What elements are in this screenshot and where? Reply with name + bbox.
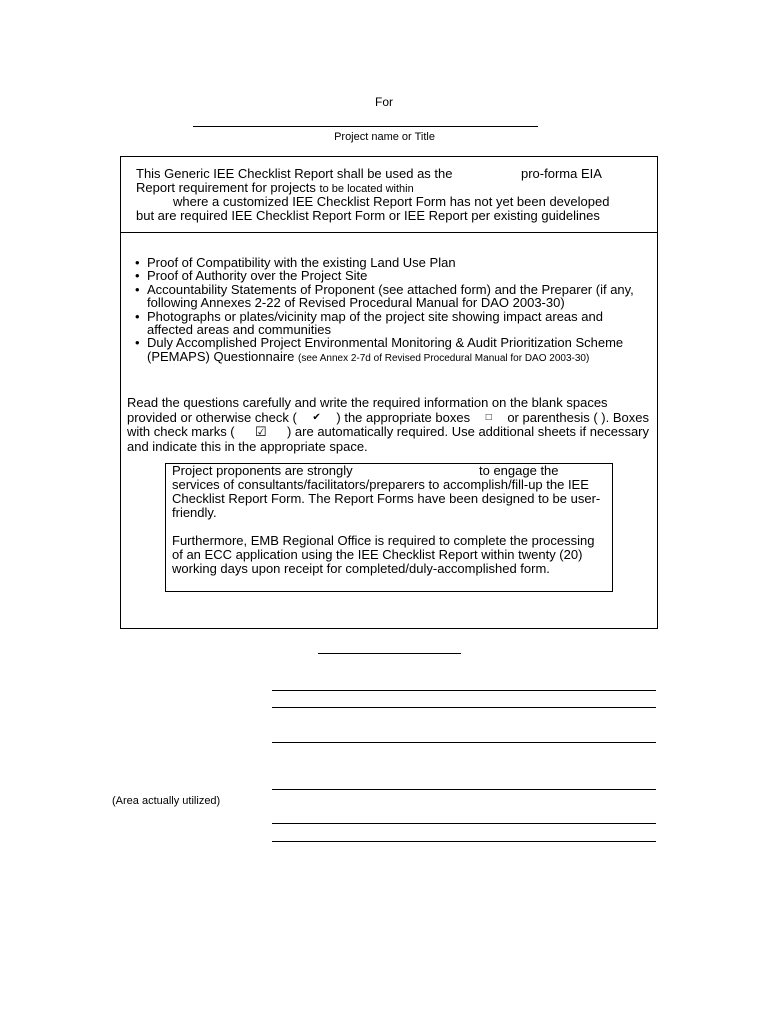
- notice-text: [172, 464, 604, 576]
- notice-p1-a: Project proponents are strongly: [172, 463, 353, 478]
- instructions-line2: provided or otherwise check ( ✔ ) the appropriate boxes □ or parenthesis ( ). Boxes: [127, 409, 649, 425]
- form-blank-line[interactable]: [272, 690, 656, 691]
- instructions-line4: and indicate this in the appropriate space.: [127, 438, 368, 454]
- notice-p2: Furthermore, EMB Regional Office is required to complete the processing of an ECC application using the IEE Checklist Report within twenty (20) working days upon receipt for completed/duly-accomplished form.: [172, 533, 595, 576]
- checkbox-icon: □: [485, 411, 492, 423]
- requirement-item: • Proof of Compatibility with the existing Land Use Plan: [135, 256, 640, 269]
- frame-divider: [120, 232, 658, 233]
- instructions-line1: Read the questions carefully and write the required information on the blank spaces: [127, 395, 608, 410]
- intro-paragraph: [136, 167, 648, 223]
- intro-line3: where a customized IEE Checklist Report Form has not yet been developed: [173, 194, 610, 209]
- short-blank-line[interactable]: [318, 653, 461, 654]
- intro-line1-a: This Generic IEE Checklist Report shall be used as the: [136, 166, 453, 181]
- form-blank-line[interactable]: [272, 789, 656, 790]
- notice-p1-b: to engage the: [479, 463, 559, 478]
- requirement-item: • Photographs or plates/vicinity map of the project site showing impact areas and affected areas and communities: [135, 310, 640, 337]
- requirement-item: • Duly Accomplished Project Environmental Monitoring & Audit Prioritization Scheme (PEMAPS) Questionnaire (see Annex 2-7d of Revised Procedural Manual for DAO 2003-30): [135, 336, 640, 365]
- notice-p1-rest: services of consultants/facilitators/preparers to accomplish/fill-up the IEE Checklist Report Form. The Report Forms have been designed to be user-friendly.: [172, 477, 601, 520]
- intro-line1-b: pro-forma EIA: [521, 166, 602, 181]
- intro-line4: but are required IEE Checklist Report Form or IEE Report per existing guidelines: [136, 208, 600, 223]
- instructions-line3: with check marks ( ☑ ) are automatically required. Use additional sheets if necessary: [127, 424, 649, 439]
- instructions-paragraph: [127, 396, 649, 454]
- requirement-item: • Accountability Statements of Proponent (see attached form) and the Preparer (if any, following Annexes 2-22 of Revised Procedural Manual for DAO 2003-30): [135, 283, 640, 310]
- project-title-blank[interactable]: [193, 126, 538, 127]
- form-blank-line[interactable]: [272, 742, 656, 743]
- area-utilized-label: (Area actually utilized): [112, 795, 221, 807]
- check-mark-icon: ✔: [312, 411, 321, 423]
- form-blank-line[interactable]: [272, 823, 656, 824]
- requirement-item: • Proof of Authority over the Project Site: [135, 269, 640, 282]
- checked-box-icon: ☑: [254, 424, 267, 439]
- project-title-caption: Project name or Title: [334, 131, 435, 143]
- form-blank-line[interactable]: [272, 707, 656, 708]
- intro-line2-b: to be located within: [319, 183, 414, 195]
- requirements-list: [135, 256, 640, 365]
- form-blank-line[interactable]: [272, 841, 656, 842]
- intro-line2-a: Report requirement for projects: [136, 180, 316, 195]
- requirement-note: (see Annex 2-7d of Revised Procedural Manual for DAO 2003-30): [298, 352, 590, 364]
- for-label: For: [375, 95, 393, 109]
